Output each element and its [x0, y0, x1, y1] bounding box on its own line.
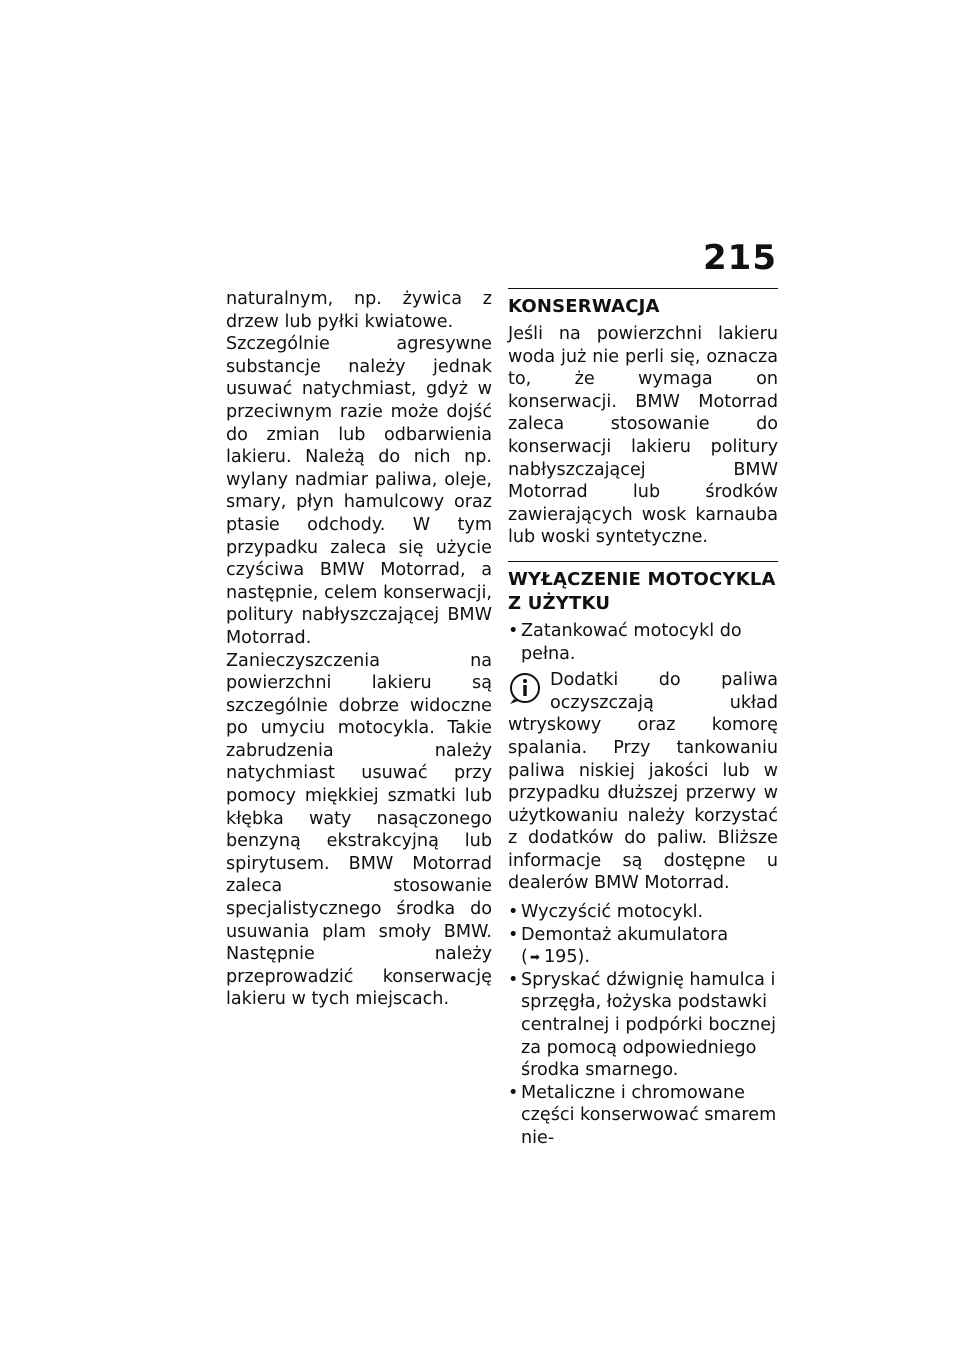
info-icon — [508, 671, 542, 705]
list-item: • Spryskać dźwignię hamulca i sprzęgła, łożyska podstawki centralnej i podpórki bocznej za pomocą odpowiedniego środka smarnego. — [508, 969, 778, 1082]
page-reference[interactable]: 195). — [543, 947, 590, 968]
list-item: • Wyczyścić motocykl. — [508, 901, 778, 924]
paragraph: Zanieczyszczenia na powierzchni lakieru są szczególnie dobrze widoczne po umyciu motocykla. Takie zabrudzenia należy natychmiast usuwać przy pomocy miękkiej szmatki lub kłębka waty nasączonego benzyną ekstrakcyjną lub spirytusem. BMW Motorrad zaleca stosowanie specjalistycznego środka do usuwania plam smoły BMW. Następnie należy przeprowadzić konserwację lakieru w tych miejscach. — [226, 650, 492, 1010]
paragraph: Szczególnie agresywne substancje należy jednak usuwać natychmiast, gdyż w przeciwnym razie może dojść do zmian lub odbarwienia lakieru. Należą do nich np. wylany nadmiar paliwa, oleje, smary, płyn hamulcowy oraz ptasie odchody. W tym przypadku zaleca się użycie czyściwa BMW Motorrad, a następnie, celem konserwacji, politury nabłyszczającej BMW Motorrad. — [226, 334, 492, 648]
paragraph: naturalnym, np. żywica z drzew lub pyłki kwiatowe. — [226, 289, 492, 332]
list-item-text: Demontaż akumulatora — [521, 924, 729, 945]
section-heading-decommission: WYŁĄCZENIE MOTOCYKLA Z UŻYTKU — [508, 561, 778, 616]
section-spacer — [508, 549, 778, 561]
right-column — [508, 288, 778, 1150]
left-column — [226, 288, 492, 1011]
paragraph: Jeśli na powierzchni lakieru woda już nie perli się, oznacza to, że wymaga on konserwacji. BMW Motorrad zaleca stosowanie do konserwacji lakieru politury nabłyszczającej BMW Motorrad lub środków zawierających wosk karnauba lub woski syntetyczne. — [508, 324, 778, 548]
list-item: • Metaliczne i chromowane części konserwować smarem nie- — [508, 1082, 778, 1150]
list-item: • Zatankować motocykl do pełna. — [508, 620, 778, 665]
section-heading-konserwacja: KONSERWACJA — [508, 288, 778, 319]
ref-open: ( — [521, 947, 528, 968]
info-note — [508, 669, 778, 895]
page-number: 215 — [703, 238, 777, 278]
note-text: Dodatki do paliwa oczyszczają układ wtryskowy oraz komorę spalania. Przy tankowaniu paliwa niskiej jakości lub w przypadku dłuższej przerwy w użytkowaniu należy korzystać z dodatków do paliw. Bliższe informacje są dostępne u dealerów BMW Motorrad. — [508, 670, 778, 894]
list-item — [508, 924, 778, 969]
arrow-right-icon: ➡ — [529, 950, 540, 965]
bullet-list — [508, 620, 778, 665]
bullet-list — [508, 901, 778, 1150]
